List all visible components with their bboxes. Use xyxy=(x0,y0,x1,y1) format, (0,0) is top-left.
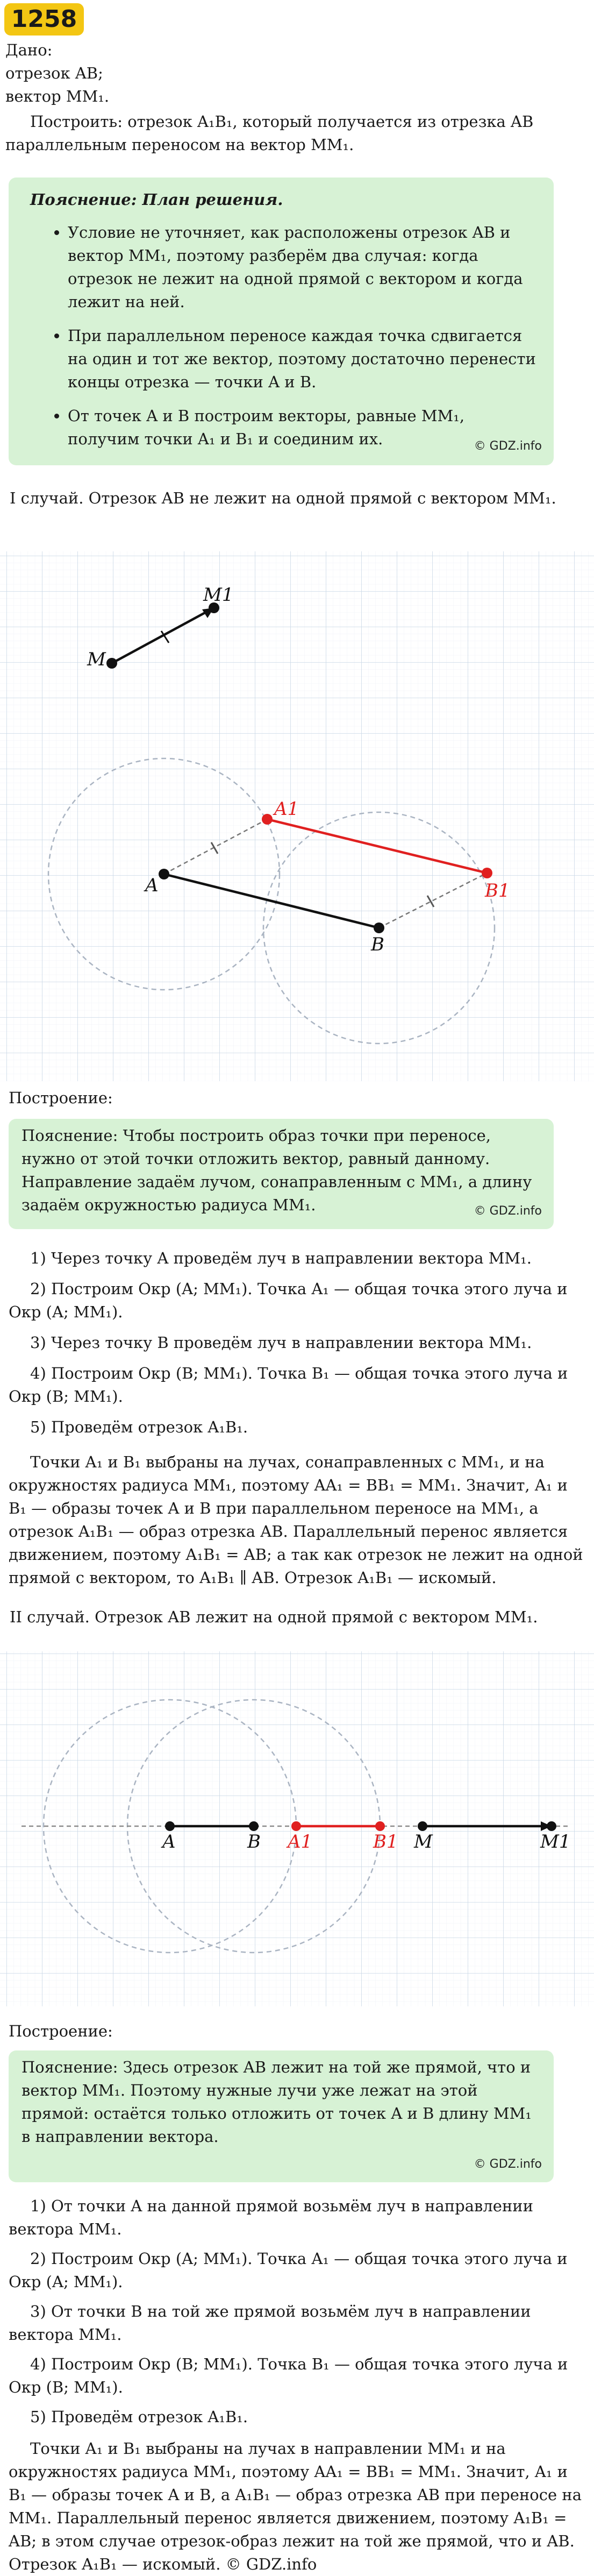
case2-step-4: 4) Построим Окр (B; MM₁). Точка B₁ — общая точка этого луча и Окр (B; MM₁). xyxy=(9,2355,568,2396)
case1-step-2: 2) Построим Окр (A; MM₁). Точка A₁ — общая точка этого луча и Окр (A; MM₁). xyxy=(9,1280,568,1321)
case1-step-4: 4) Построим Окр (B; MM₁). Точка B₁ — общая точка этого луча и Окр (B; MM₁). xyxy=(9,1364,568,1406)
plan-box xyxy=(9,178,554,465)
case1-step-1: 1) Через точку A проведём луч в направлении вектора MM₁. xyxy=(30,1249,532,1267)
plan-bullet-3: • От точек A и B построим векторы, равные MM₁, получим точки A₁ и B₁ и соединим их. xyxy=(68,405,541,451)
label-a12: A1 xyxy=(288,1831,313,1853)
point-b12 xyxy=(375,1821,385,1831)
label-m: M xyxy=(87,649,106,670)
point-a1 xyxy=(262,814,273,825)
plan-bullet-1: • Условие не уточняет, как расположены отрезок AB и вектор MM₁, поэтому разберём два случая: когда отрезок не лежит на одной прямой с вектором и когда лежит на ней. xyxy=(68,221,541,314)
given-vector: вектор MM₁. xyxy=(5,87,110,105)
case2-figure xyxy=(0,1651,594,2006)
case2-step-2: 2) Построим Окр (A; MM₁). Точка A₁ — общая точка этого луча и Окр (A; MM₁). xyxy=(9,2249,568,2291)
point-m12 xyxy=(547,1821,556,1831)
given-block xyxy=(5,39,586,157)
case1-construction-label: Построение: xyxy=(9,1089,113,1107)
label-a2: A xyxy=(162,1831,176,1853)
label-b: B xyxy=(371,934,384,955)
case2-step-5: 5) Проведём отрезок A₁B₁. xyxy=(30,2408,248,2426)
label-a1: A1 xyxy=(274,798,299,820)
point-a12 xyxy=(291,1821,301,1831)
given-segment: отрезок AB; xyxy=(5,64,103,82)
given-label: Дано: xyxy=(5,41,53,59)
case1-steps xyxy=(9,1247,584,1589)
case1-figure xyxy=(0,551,594,1081)
label-m12: M1 xyxy=(540,1831,571,1853)
label-a: A xyxy=(145,875,159,896)
case2-steps xyxy=(9,2195,584,2576)
case1-step-5: 5) Проведём отрезок A₁B₁. xyxy=(30,1418,248,1436)
plan-watermark: © GDZ.info xyxy=(474,439,542,453)
point-b2 xyxy=(249,1821,259,1831)
case2-step-1: 1) От точки A на данной прямой возьмём луч в направлении вектора MM₁. xyxy=(9,2197,533,2238)
case2-note: Пояснение: Здесь отрезок AB лежит на той же прямой, что и вектор MM₁. Поэтому нужные лучи уже лежат на этой прямой: остаётся только отложить от точек A и B длину MM₁ в направлении вектора. xyxy=(22,2058,532,2146)
problem-number-badge: 1258 xyxy=(4,3,84,36)
case2-watermark: © GDZ.info xyxy=(474,2158,542,2171)
point-a2 xyxy=(165,1821,175,1831)
case1-note: Пояснение: Чтобы построить образ точки при переносе, нужно от этой точки отложить вектор, равный данному. Направление задаём лучом, сонаправленным с MM₁, а длину задаём окружностью радиуса MM₁. xyxy=(22,1126,532,1214)
case1-note-box xyxy=(9,1119,554,1229)
case2-note-box xyxy=(9,2050,554,2182)
label-b2: B xyxy=(247,1831,261,1853)
label-b1: B1 xyxy=(485,880,510,902)
label-b12: B1 xyxy=(373,1831,398,1853)
case2-conclusion: Точки A₁ и B₁ выбраны на лучах в направлении MM₁ и на окружностях радиуса MM₁, поэтому AA₁ = BB₁ = MM₁. Значит, A₁ и B₁ — образы точек A и B, а A₁B₁ — образ отрезка AB при переносе на MM₁. Параллельный перенос является движением, поэтому A₁B₁ = AB; в этом случае отрезок-образ лежит на той же прямой, что и AB. Отрезок A₁B₁ — искомый. © GDZ.info xyxy=(9,2439,582,2573)
point-b xyxy=(374,922,384,933)
point-a xyxy=(159,869,169,879)
case1-title: I случай. Отрезок AB не лежит на одной прямой с вектором MM₁. xyxy=(10,489,556,507)
case1-watermark: © GDZ.info xyxy=(474,1204,542,1218)
task-text: Построить: отрезок A₁B₁, который получается из отрезка AB параллельным переносом на вектор MM₁. xyxy=(5,112,534,154)
point-m xyxy=(106,658,117,669)
label-m2: M xyxy=(414,1831,433,1853)
point-m2 xyxy=(418,1821,427,1831)
case2-construction-label: Построение: xyxy=(9,2022,113,2040)
label-m1: M1 xyxy=(203,584,234,606)
plan-bullet-2: • При параллельном переносе каждая точка сдвигается на один и тот же вектор, поэтому достаточно перенести концы отрезка — точки A и B. xyxy=(68,324,541,394)
case1-conclusion: Точки A₁ и B₁ выбраны на лучах, сонаправленных с MM₁, и на окружностях радиуса MM₁, поэтому AA₁ = BB₁ = MM₁. Значит, A₁ и B₁ — образы точек A и B при параллельном переносе на MM₁, а отрезок A₁B₁ — образ отрезка AB. Параллельный перенос является движением, поэтому A₁B₁ = AB; а так как отрезок не лежит на одной прямой с вектором, то A₁B₁ ∥ AB. Отрезок A₁B₁ — искомый. xyxy=(9,1453,583,1587)
case1-step-3: 3) Через точку B проведём луч в направлении вектора MM₁. xyxy=(30,1333,532,1352)
case2-step-3: 3) От точки B на той же прямой возьмём луч в направлении вектора MM₁. xyxy=(9,2302,531,2344)
plan-title: Пояснение: План решения. xyxy=(30,190,283,209)
point-b1 xyxy=(482,868,492,878)
case2-title: II случай. Отрезок AB лежит на одной прямой с вектором MM₁. xyxy=(10,1608,538,1626)
